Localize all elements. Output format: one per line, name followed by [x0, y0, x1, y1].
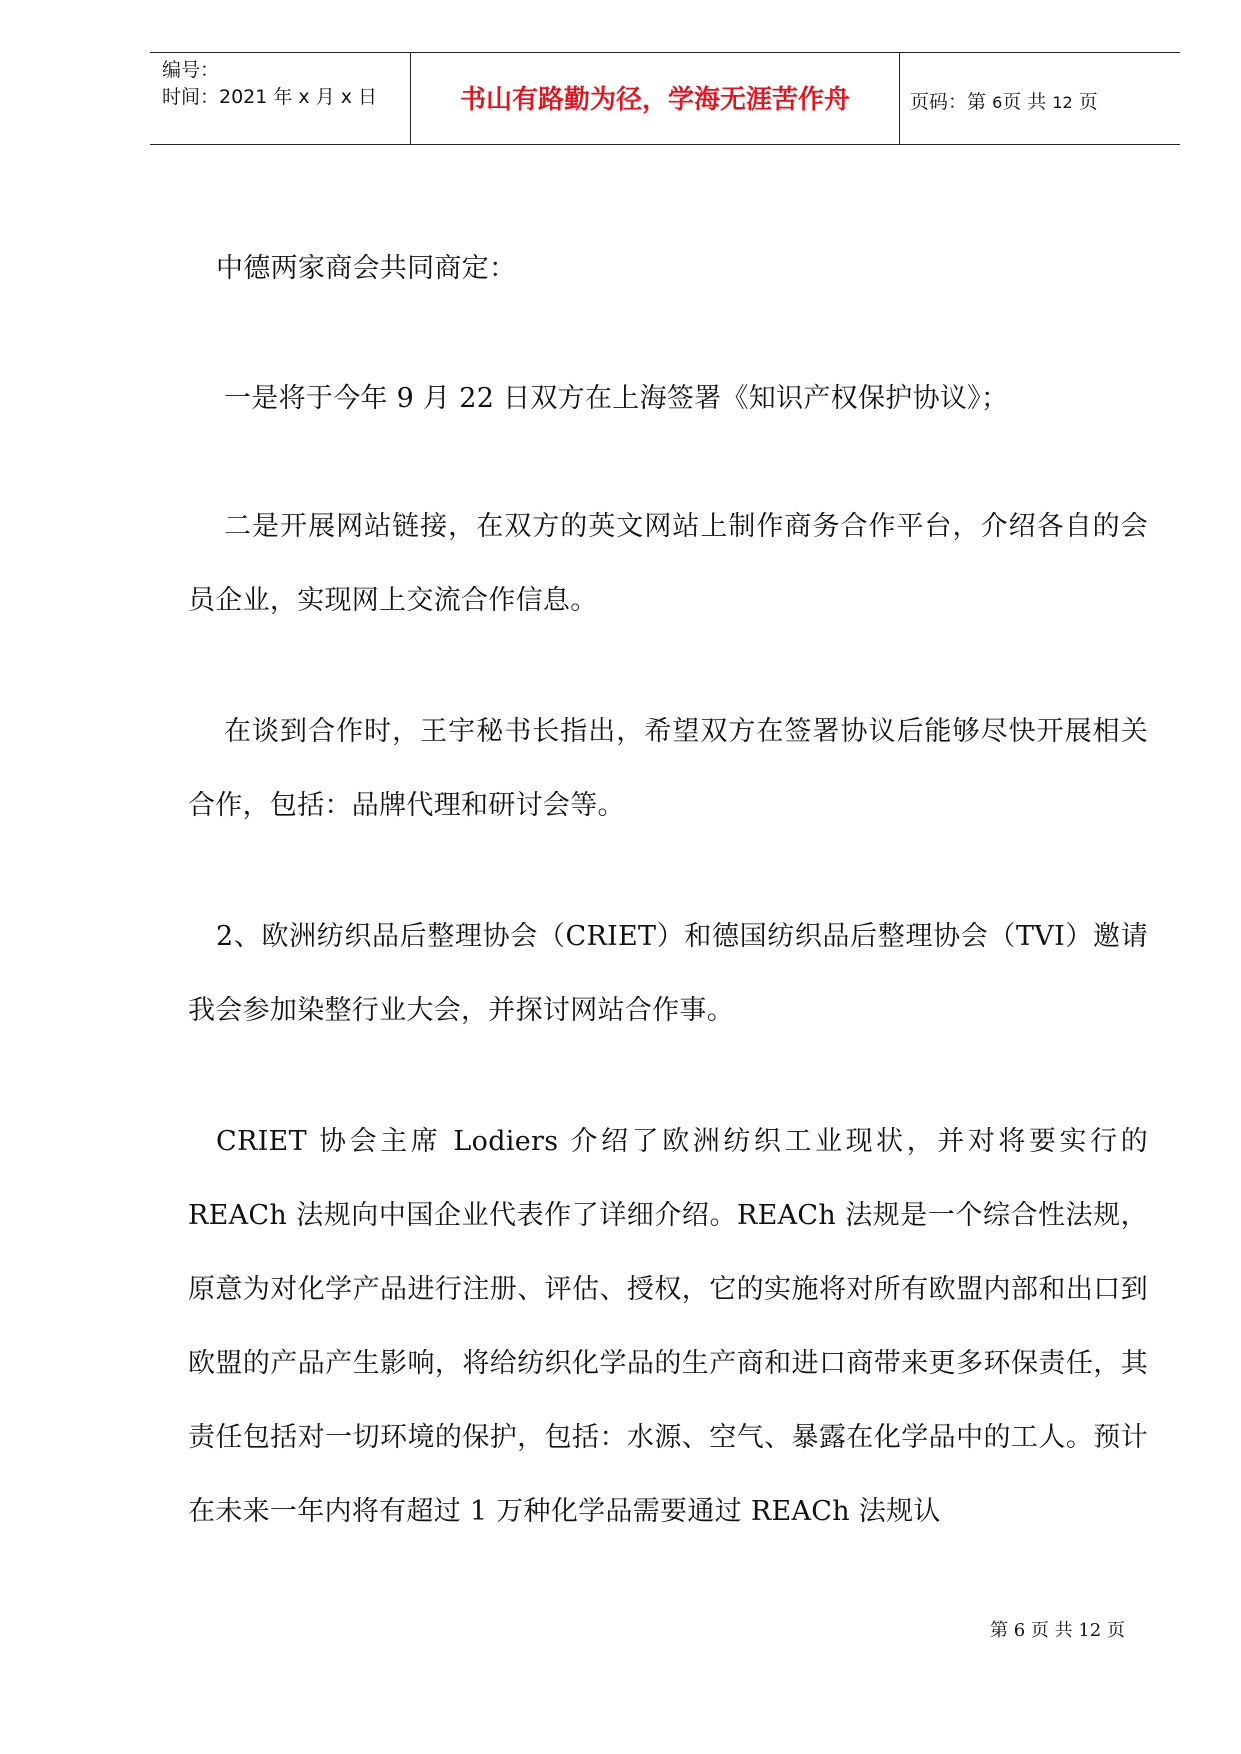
- current-page-number: 6: [992, 93, 1003, 112]
- total-pages-number: 12: [1052, 93, 1073, 112]
- page-footer: 第 6 页 共 12 页: [990, 1620, 1125, 1641]
- paragraph-cooperation: 在谈到合作时，王宇秘书长指出，希望双方在签署协议后能够尽快开展相关合作，包括：品牌代理和研讨会等。: [188, 716, 1148, 821]
- paragraph-agreement-intro: 中德两家商会共同商定：: [216, 253, 517, 284]
- header-meta: [162, 57, 377, 111]
- paragraph-item-one: 一是将于今年 9 月 22 日双方在上海签署《知识产权保护协议》；: [224, 383, 1009, 414]
- page-label-mid: 页 共: [1002, 91, 1047, 113]
- page-header: [150, 52, 1180, 145]
- page-label-suffix: 页: [1078, 91, 1098, 113]
- paragraph-reach-regulation: CRIET 协会主席 Lodiers 介绍了欧洲纺织工业现状，并对将要实行的 REACh 法规向中国企业代表作了详细介绍。REACh 法规是一个综合性法规，原意为对化学产品进行注册、评估、授权，它的实施将对所有欧盟内部和出口到欧盟的产品产生影响，将给纺织化学品的生产商和进口商带来更多环保责任，其责任包括对一切环境的保护，包括：水源、空气、暴露在化学品中的工人。预计在未来一年内将有超过 1 万种化学品需要通过 REACh 法规认: [188, 1126, 1148, 1527]
- paragraph-item-two: 二是开展网站链接，在双方的英文网站上制作商务合作平台，介绍各自的会员企业，实现网上交流合作信息。: [188, 511, 1148, 616]
- serial-number-label: 编号：: [162, 59, 220, 81]
- paragraph-section-two: 2、欧洲纺织品后整理协会（CRIET）和德国纺织品后整理协会（TVI）邀请我会参加染整行业大会，并探讨网站合作事。: [188, 921, 1148, 1026]
- header-motto: 书山有路勤为径，学海无涯苦作舟: [459, 85, 850, 115]
- header-divider-left: [410, 53, 411, 144]
- header-divider-right: [899, 53, 900, 144]
- date-label: 时间：2021 年 x 月 x 日: [162, 86, 378, 108]
- page-label-prefix: 页码：第: [910, 91, 987, 113]
- header-page-info: [910, 87, 1098, 114]
